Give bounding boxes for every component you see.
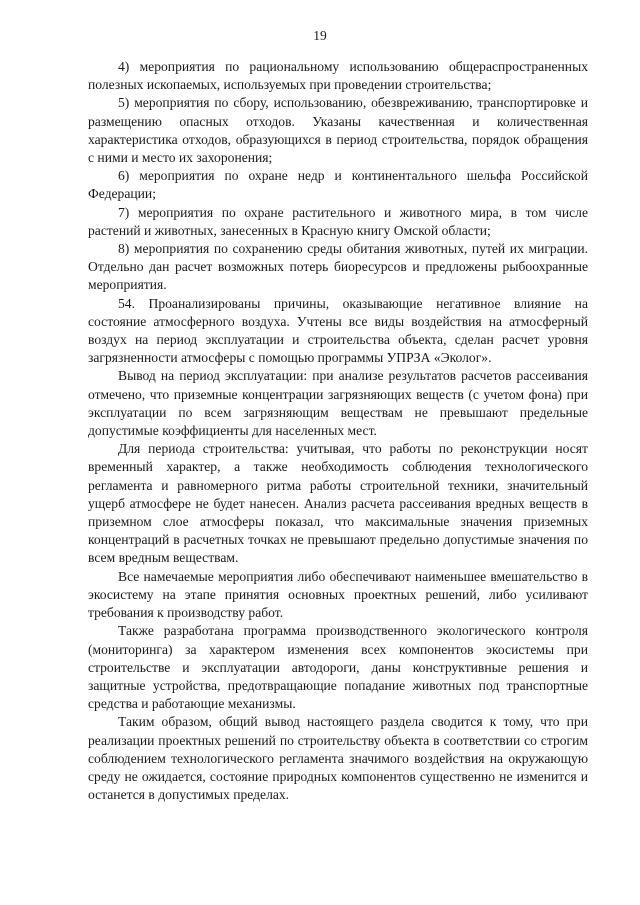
paragraph-monitoring-program: Также разработана программа производственного экологического контроля (мониторинга) за характером изменения всех компонентов экосистемы при строительстве и эксплуатации автодороги, даны конструктивные решения и защитные устройства, предотвращающие попадание животных под транспортные средства и работающие механизмы. xyxy=(88,623,588,712)
paragraph-operation-conclusion: Вывод на период эксплуатации: при анализе результатов расчетов рассеивания отмечено, что приземные концентрации загрязняющих веществ (с учетом фона) при эксплуатации по всем загрязняющим веществам не превышают предельные допустимые коэффициенты для населенных мест. xyxy=(88,368,588,439)
paragraph-planned-measures: Все намечаемые мероприятия либо обеспечивают наименьшее вмешательство в экосистему на этапе принятия основных проектных решений, либо усиливают требования к производству работ. xyxy=(88,568,588,621)
document-body xyxy=(88,58,588,804)
page-number: 19 xyxy=(313,28,327,43)
paragraph-item-6: 6) мероприятия по охране недр и континентального шельфа Российской Федерации; xyxy=(88,168,588,202)
paragraph-construction-period: Для периода строительства: учитывая, что работы по реконструкции носят временный характер, а также необходимость соблюдения технологического регламента и равномерного ритма работы строительной техники, значительный ущерб атмосфере не будет нанесен. Анализ расчета рассеивания вредных веществ в приземном слое атмосферы показал, что максимальные значения приземных концентраций в расчетных точках не превышают предельно допустимые значения по всем вредным веществам. xyxy=(88,441,588,566)
paragraph-item-5: 5) мероприятия по сбору, использованию, обезвреживанию, транспортировке и размещению опасных отходов. Указаны качественная и количественная характеристика отходов, образующихся в период строительства, порядок обращения с ними и место их захоронения; xyxy=(88,95,588,166)
paragraph-item-8: 8) мероприятия по сохранению среды обитания животных, путей их миграции. Отдельно дан расчет возможных потерь биоресурсов и предложены рыбоохранные мероприятия. xyxy=(88,241,588,293)
paragraph-item-7: 7) мероприятия по охране растительного и животного мира, в том числе растений и животных, занесенных в Красную книгу Омской области; xyxy=(88,204,588,238)
paragraph-item-4: 4) мероприятия по рациональному использованию общераспространенных полезных ископаемых, используемых при проведении строительства; xyxy=(88,59,588,93)
paragraph-general-conclusion: Таким образом, общий вывод настоящего раздела сводится к тому, что при реализации проектных решений по строительству объекта в соответствии со строгим соблюдением технологического регламента значимого воздействия на окружающую среду не ожидается, состояние природных компонентов существенно не изменится и останется в допустимых пределах. xyxy=(88,714,588,803)
paragraph-section-54: 54. Проанализированы причины, оказывающие негативное влияние на состояние атмосферного воздуха. Учтены все виды воздействия на атмосферный воздух на период эксплуатации и строительства объекта, сделан расчет уровня загрязненности атмосферы с помощью программы УПРЗА «Эколог». xyxy=(88,295,588,366)
